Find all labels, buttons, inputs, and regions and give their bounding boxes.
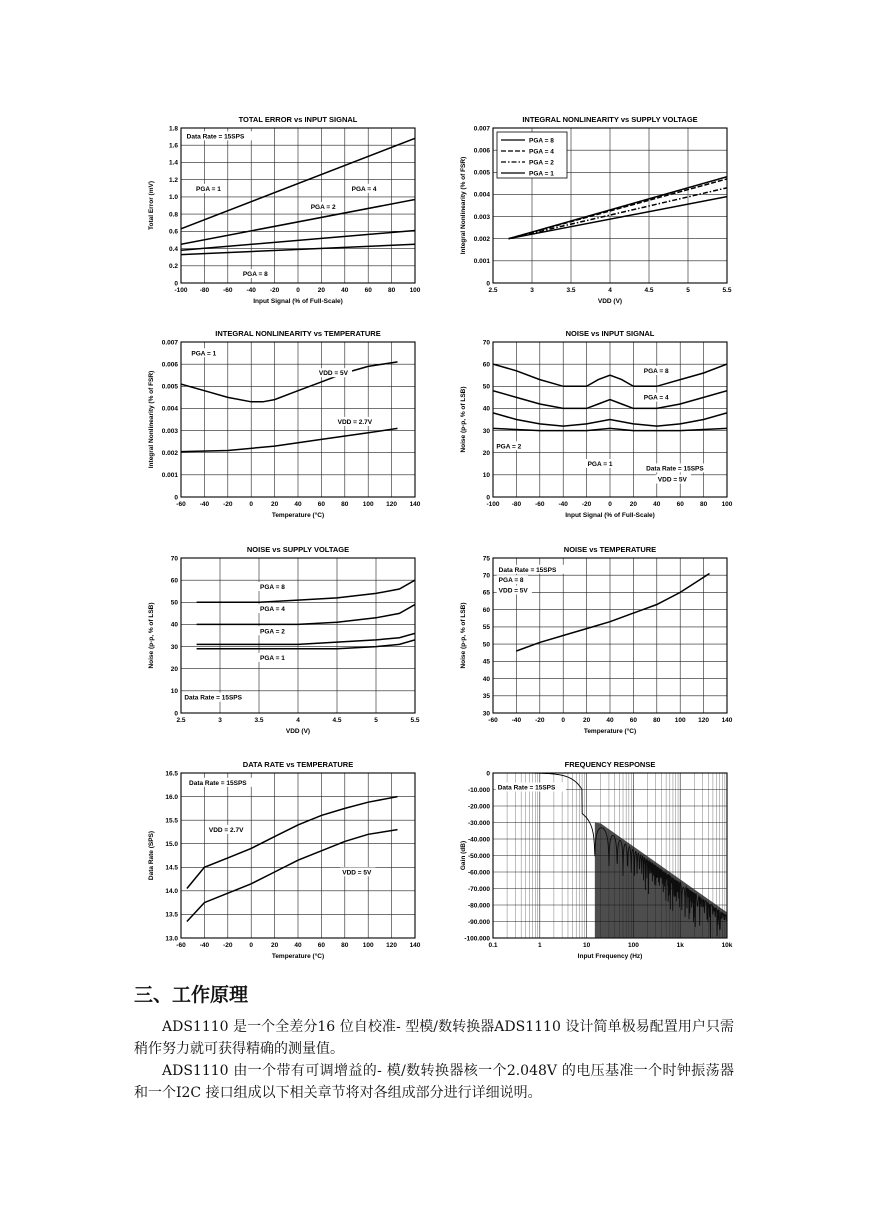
x-tick-label: 0 <box>608 501 612 508</box>
y-tick-label: 60 <box>170 577 178 585</box>
y-tick-label: 30 <box>170 643 178 651</box>
x-tick-label: -100 <box>174 287 188 294</box>
x-tick-label: -60 <box>488 717 498 724</box>
x-tick-label: 100 <box>627 942 639 949</box>
y-tick-label: 70 <box>482 572 490 580</box>
chart-title: NOISE vs SUPPLY VOLTAGE <box>246 545 350 554</box>
y-tick-label: 60 <box>482 361 490 369</box>
x-tick-label: 120 <box>698 717 710 724</box>
x-tick-label: 5 <box>686 287 690 294</box>
chart-title: TOTAL ERROR vs INPUT SIGNAL <box>238 115 358 124</box>
annotation-label: Data Rate = 15SPS <box>497 784 556 792</box>
y-tick-label: -60.000 <box>467 869 490 877</box>
y-tick-label: 0.004 <box>473 191 490 199</box>
annotation-label: PGA = 1 <box>260 654 285 662</box>
y-tick-label: 70 <box>482 339 490 347</box>
x-tick-label: -20 <box>223 501 233 508</box>
x-tick-label: -60 <box>223 287 233 294</box>
y-tick-label: 0.003 <box>473 213 490 221</box>
y-tick-label: 14.0 <box>165 888 178 896</box>
y-axis-label: Data Rate (SPS) <box>148 830 155 881</box>
section-heading: 三、工作原理 <box>134 984 249 1006</box>
y-tick-label: 30 <box>482 427 490 435</box>
x-tick-label: 10k <box>721 942 733 949</box>
y-tick-label: 10 <box>482 472 490 480</box>
y-axis-label: Total Error (mV) <box>148 181 155 230</box>
y-tick-label: 16.5 <box>165 770 178 778</box>
y-tick-label: 0.006 <box>161 361 178 369</box>
y-tick-label: 20 <box>170 666 178 674</box>
x-tick-label: -100 <box>486 501 500 508</box>
x-tick-label: 40 <box>653 501 661 508</box>
y-tick-label: 50 <box>482 383 490 391</box>
x-axis-label: Input Signal (% of Full-Scale) <box>565 512 655 519</box>
x-tick-label: -80 <box>511 501 522 508</box>
y-tick-label: 16.0 <box>165 793 178 801</box>
y-tick-label: 50 <box>482 641 490 649</box>
y-tick-label: 0.007 <box>473 125 490 133</box>
y-tick-label: 30 <box>482 710 490 718</box>
y-tick-label: 14.5 <box>165 864 178 872</box>
x-tick-label: -40 <box>558 501 568 508</box>
x-axis-label: Temperature (°C) <box>583 728 637 735</box>
y-tick-label: 0 <box>486 280 490 288</box>
annotation-label: PGA = 4 <box>643 394 669 402</box>
x-tick-label: 2.5 <box>176 717 186 724</box>
y-tick-label: 15.0 <box>165 841 178 849</box>
x-tick-label: 80 <box>387 287 396 294</box>
chart-frequency-response <box>452 753 742 965</box>
series-line <box>509 197 727 239</box>
chart-total-error <box>140 108 430 310</box>
legend-label: PGA = 4 <box>529 148 554 156</box>
series-line <box>197 633 415 644</box>
x-tick-label: 20 <box>582 717 591 724</box>
chart-data-rate-temperature <box>140 753 430 965</box>
chart-title: INTEGRAL NONLINEARITY vs TEMPERATURE <box>215 329 381 338</box>
annotation-label: Data Rate = 15SPS <box>189 779 247 787</box>
x-tick-label: 0 <box>561 717 566 724</box>
y-tick-label: 0.005 <box>473 169 490 177</box>
annotation-label: VDD = 5V <box>498 587 528 595</box>
y-axis-label: Gain (dB) <box>460 840 467 871</box>
x-tick-label: 4 <box>296 717 300 724</box>
chart-title: NOISE vs INPUT SIGNAL <box>565 329 655 338</box>
y-tick-label: 0.001 <box>473 258 490 266</box>
x-tick-label: 80 <box>341 501 349 508</box>
y-tick-label: -10.000 <box>467 786 490 794</box>
x-axis-label: Temperature (°C) <box>271 512 325 519</box>
y-axis-label: Noise (p-p, % of LSB) <box>460 386 467 453</box>
x-tick-label: 20 <box>317 287 326 294</box>
annotation-label: PGA = 1 <box>191 350 217 358</box>
y-tick-label: 55 <box>482 624 490 632</box>
x-tick-label: 3.5 <box>254 717 264 724</box>
annotation-label: PGA = 4 <box>351 185 377 193</box>
x-tick-label: 5 <box>374 717 378 724</box>
y-tick-label: 0.8 <box>168 211 178 219</box>
series-line <box>181 428 398 451</box>
y-tick-label: -70.000 <box>467 885 490 893</box>
y-tick-label: 60 <box>482 606 490 614</box>
annotation-label: PGA = 2 <box>496 443 522 451</box>
y-tick-label: 70 <box>170 555 178 563</box>
x-tick-label: 20 <box>270 501 279 508</box>
annotation-label: PGA = 8 <box>242 271 268 279</box>
x-tick-label: -20 <box>223 942 233 949</box>
annotation-label: PGA = 2 <box>260 628 285 636</box>
y-tick-label: 1.6 <box>168 142 178 150</box>
x-tick-label: 0 <box>296 287 300 294</box>
x-tick-label: 60 <box>629 717 638 724</box>
x-tick-label: -60 <box>176 942 186 949</box>
x-tick-label: 20 <box>629 501 638 508</box>
y-axis-label: Integral Nonlinearity (% of FSR) <box>460 156 467 255</box>
x-tick-label: -40 <box>199 942 210 949</box>
x-tick-label: 60 <box>676 501 684 508</box>
x-axis-label: Input Frequency (Hz) <box>577 953 643 960</box>
series-line <box>197 580 415 602</box>
y-axis-label: Noise (p-p, % of LSB) <box>148 602 155 669</box>
annotation-label: VDD = 5V <box>657 476 687 484</box>
x-tick-label: 1 <box>537 942 542 949</box>
y-tick-label: 0.005 <box>161 383 178 391</box>
series-line <box>197 605 415 625</box>
y-tick-label: 50 <box>170 599 178 607</box>
y-axis-label: Noise (p-p, % of LSB) <box>460 602 467 669</box>
y-tick-label: 40 <box>170 621 178 629</box>
paragraph-1: ADS1110 是一个全差分16 位自校准- 型模/数转换器ADS1110 设计简单极易配置用户只需稍作努力就可获得精确的测量值。 <box>134 1019 734 1057</box>
y-tick-label: -100.000 <box>464 935 490 943</box>
y-tick-label: 35 <box>482 693 490 701</box>
x-tick-label: 40 <box>341 287 349 294</box>
annotation-label: VDD = 2.7V <box>337 418 373 426</box>
annotation-label: PGA = 8 <box>498 577 524 585</box>
y-tick-label: 1.4 <box>168 159 178 167</box>
y-tick-label: 15.5 <box>165 817 178 825</box>
legend-label: PGA = 8 <box>529 137 554 145</box>
x-tick-label: -20 <box>269 287 280 294</box>
chart-title: INTEGRAL NONLINEARITY vs SUPPLY VOLTAGE <box>522 115 698 124</box>
annotation-label: PGA = 1 <box>587 461 613 468</box>
y-tick-label: -90.000 <box>467 918 490 926</box>
legend-label: PGA = 1 <box>529 170 554 178</box>
chart-title: NOISE vs TEMPERATURE <box>563 545 657 554</box>
x-axis-label: VDD (V) <box>597 298 623 305</box>
x-tick-label: 140 <box>409 501 421 508</box>
y-tick-label: 0.2 <box>168 263 178 271</box>
y-tick-label: 0.004 <box>161 405 178 413</box>
y-tick-label: 0.003 <box>161 427 178 435</box>
chart-noise-temperature <box>452 538 742 740</box>
y-tick-label: 1.0 <box>168 194 178 202</box>
x-tick-label: 20 <box>270 942 279 949</box>
y-tick-label: 0 <box>486 770 490 778</box>
x-tick-label: 120 <box>386 501 398 508</box>
x-tick-label: 100 <box>409 287 421 294</box>
x-tick-label: -60 <box>176 501 186 508</box>
series-line <box>516 574 709 652</box>
annotation-label: Data Rate = 15SPS <box>186 133 245 141</box>
x-tick-label: -60 <box>535 501 545 508</box>
y-tick-label: 65 <box>482 589 490 597</box>
y-tick-label: 0.006 <box>473 147 490 155</box>
y-tick-label: 0.007 <box>161 339 178 347</box>
y-tick-label: 40 <box>482 675 490 683</box>
y-tick-label: 0 <box>486 494 490 502</box>
x-tick-label: 100 <box>721 501 733 508</box>
chart-title: DATA RATE vs TEMPERATURE <box>242 760 354 769</box>
y-tick-label: 40 <box>482 405 490 413</box>
x-tick-label: 0 <box>249 942 254 949</box>
annotation-label: Data Rate = 15SPS <box>184 694 242 702</box>
x-tick-label: 40 <box>606 717 614 724</box>
x-tick-label: 60 <box>364 287 372 294</box>
annotation-label: PGA = 8 <box>643 368 669 375</box>
x-tick-label: 100 <box>362 942 374 949</box>
x-tick-label: 4 <box>608 287 612 294</box>
y-tick-label: -30.000 <box>467 819 490 827</box>
y-tick-label: 0.001 <box>161 472 178 480</box>
y-tick-label: -40.000 <box>467 836 490 844</box>
x-tick-label: 40 <box>294 942 302 949</box>
annotation-label: Data Rate = 15SPS <box>498 566 557 574</box>
y-tick-label: -80.000 <box>467 902 490 910</box>
x-tick-label: 140 <box>721 717 733 724</box>
annotation-label: PGA = 4 <box>260 606 285 614</box>
y-tick-label: 13.0 <box>165 935 178 943</box>
x-tick-label: 3 <box>218 717 222 724</box>
annotation-label: PGA = 1 <box>196 185 221 193</box>
series-line <box>509 177 727 239</box>
x-axis-label: VDD (V) <box>285 728 311 735</box>
y-tick-label: 0.002 <box>473 236 490 244</box>
series-line <box>181 362 398 402</box>
x-tick-label: 80 <box>653 717 661 724</box>
annotation-label: PGA = 8 <box>260 584 285 591</box>
y-tick-label: 10 <box>170 688 178 696</box>
x-tick-label: 100 <box>674 717 686 724</box>
chart-noise-input <box>452 322 742 524</box>
y-tick-label: -50.000 <box>467 852 490 860</box>
x-axis-label: Input Signal (% of Full-Scale) <box>253 298 343 305</box>
x-axis-label: Temperature (°C) <box>271 953 325 960</box>
y-tick-label: 13.5 <box>165 911 178 919</box>
x-tick-label: 60 <box>317 501 326 508</box>
legend-label: PGA = 2 <box>529 159 554 167</box>
chart-inl-supply <box>452 108 742 310</box>
annotation-label: VDD = 2.7V <box>208 826 244 834</box>
x-tick-label: 140 <box>409 942 421 949</box>
x-tick-label: 60 <box>317 942 326 949</box>
x-tick-label: 10 <box>582 942 591 949</box>
series-line <box>509 188 727 239</box>
y-tick-label: 75 <box>482 555 490 563</box>
x-tick-label: 80 <box>341 942 349 949</box>
y-tick-label: 1.8 <box>168 125 178 133</box>
chart-title: FREQUENCY RESPONSE <box>564 760 656 769</box>
x-tick-label: 80 <box>699 501 708 508</box>
x-tick-label: 1k <box>676 942 684 949</box>
x-tick-label: -40 <box>246 287 256 294</box>
y-tick-label: -20.000 <box>467 803 490 811</box>
x-tick-label: 2.5 <box>488 287 498 294</box>
x-tick-label: 40 <box>294 501 302 508</box>
x-tick-label: -40 <box>199 501 210 508</box>
y-tick-label: 0.002 <box>161 450 178 458</box>
x-tick-label: 0.1 <box>488 942 498 949</box>
annotation-label: VDD = 5V <box>342 869 372 877</box>
y-tick-label: 20 <box>482 450 490 458</box>
x-tick-label: 5.5 <box>722 287 732 294</box>
y-tick-label: 1.2 <box>168 176 178 184</box>
x-tick-label: 5.5 <box>410 717 420 724</box>
x-tick-label: 4.5 <box>332 717 342 724</box>
x-tick-label: -20 <box>535 717 545 724</box>
x-tick-label: 120 <box>386 942 398 949</box>
series-fill-response <box>595 823 727 939</box>
x-tick-label: -80 <box>199 287 210 294</box>
x-tick-label: 4.5 <box>644 287 654 294</box>
y-tick-label: 0 <box>174 280 178 288</box>
y-tick-label: 0 <box>174 494 178 502</box>
x-tick-label: 3.5 <box>566 287 576 294</box>
x-tick-label: -40 <box>511 717 522 724</box>
y-tick-label: 0.6 <box>168 228 178 236</box>
annotation-label: Data Rate = 15SPS <box>646 465 704 473</box>
x-tick-label: 100 <box>362 501 374 508</box>
chart-noise-supply <box>140 538 430 740</box>
x-tick-label: 3 <box>530 287 534 294</box>
y-tick-label: 0.4 <box>168 245 178 253</box>
x-tick-label: -20 <box>581 501 592 508</box>
y-tick-label: 0 <box>174 710 178 718</box>
y-tick-label: 45 <box>482 658 490 666</box>
chart-inl-temperature <box>140 322 430 524</box>
annotation-label: VDD = 5V <box>318 370 348 378</box>
y-axis-label: Integral Nonlinearity (% of FSR) <box>148 370 155 469</box>
paragraph-2: ADS1110 由一个带有可调增益的- 模/数转换器核一个2.048V 的电压基准一个时钟振荡器和一个I2C 接口组成以下相关章节将对各组成部分进行详细说明。 <box>134 1063 734 1101</box>
annotation-label: PGA = 2 <box>310 203 336 211</box>
x-tick-label: 0 <box>249 501 254 508</box>
